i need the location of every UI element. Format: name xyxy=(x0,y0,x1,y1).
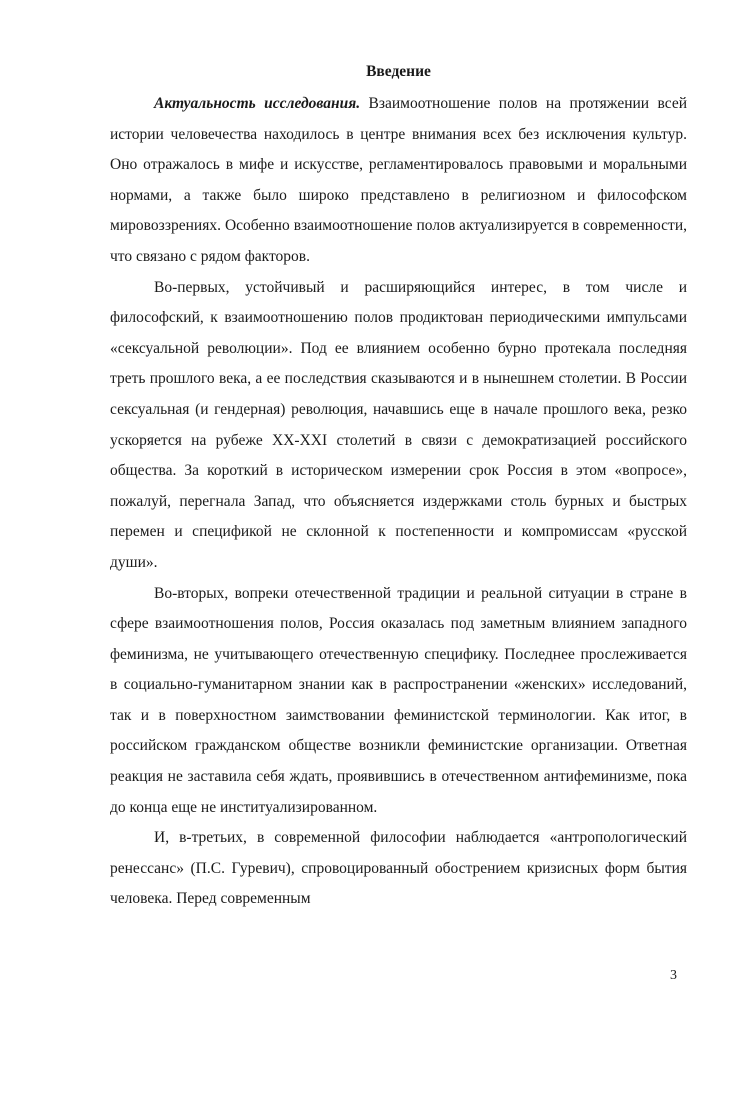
paragraph-intro-text: Взаимоотношение полов на протяжении всей истории человечества находилось в центре внимания всех без исключения культур. Оно отражалось в мифе и искусстве, регламентировалось правовыми и моральными нормами, а также было широко представлено в религиозном и философском мировоззрениях. Особенно взаимоотношение полов актуализируется в современности, что связано с рядом факторов. xyxy=(110,95,687,265)
paragraph-intro xyxy=(110,89,687,273)
paragraph-third: И, в-третьих, в современной философии наблюдается «антропологический ренессанс» (П.С. Гуревич), спровоцированный обострением кризисных форм бытия человека. Перед современным xyxy=(110,829,687,908)
document-page xyxy=(110,62,687,915)
page-number: 3 xyxy=(670,968,677,983)
paragraph-lead: Актуальность исследования. xyxy=(154,95,361,112)
paragraph-first: Во-первых, устойчивый и расширяющийся интерес, в том числе и философский, к взаимоотношению полов продиктован периодическими импульсами «сексуальной революции». Под ее влиянием особенно бурно протекала последняя треть прошлого века, а ее последствия сказываются и в нынешнем столетии. В России сексуальная (и гендерная) революция, начавшись еще в начале прошлого века, резко ускоряется на рубеже XX-XXI столетий в связи с демократизацией российского общества. За короткий в историческом измерении срок Россия в этом «вопросе», пожалуй, перегнала Запад, что объясняется издержками столь бурных и быстрых перемен и спецификой не склонной к постепенности и компромиссам «русской души». xyxy=(110,278,687,571)
paragraph-second: Во-вторых, вопреки отечественной традиции и реальной ситуации в стране в сфере взаимоотношения полов, Россия оказалась под заметным влиянием западного феминизма, не учитывающего отечественную специфику. Последнее прослеживается в социально-гуманитарном знании как в распространении «женских» исследований, так и в поверхностном заимствовании феминистской терминологии. Как итог, в российском гражданском обществе возникли феминистские организации. Ответная реакция не заставила себя ждать, проявившись в отечественном антифеминизме, пока до конца еще не институализированном. xyxy=(110,584,687,816)
section-heading: Введение xyxy=(366,63,431,80)
